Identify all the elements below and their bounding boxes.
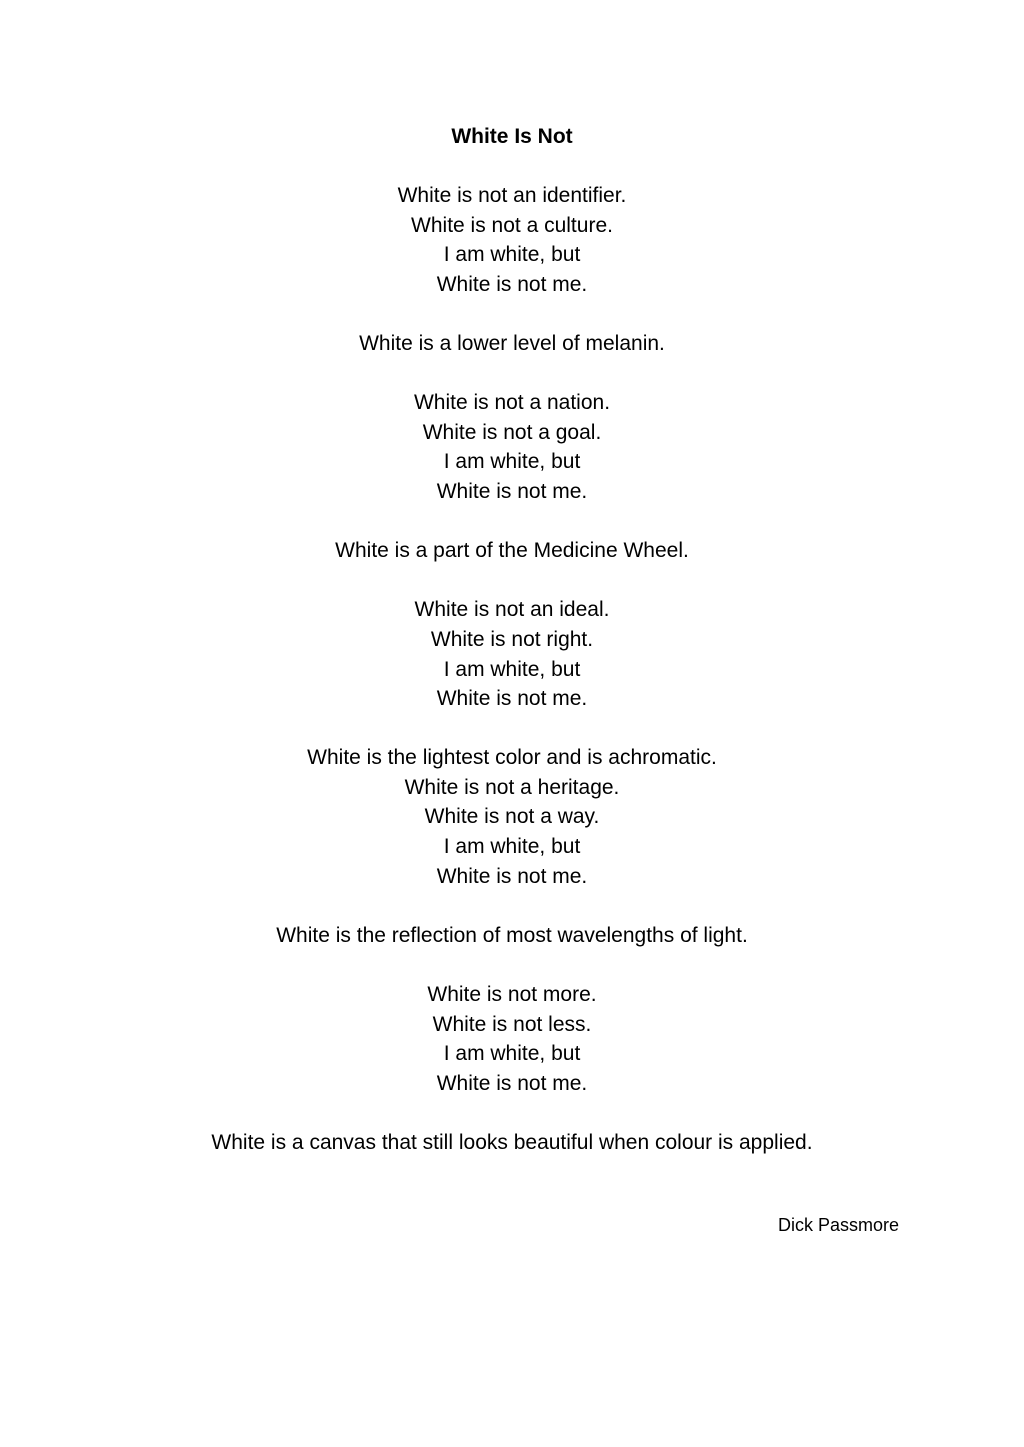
stanza xyxy=(0,921,1024,951)
poem-line: I am white, but xyxy=(443,1042,581,1066)
poem-line: White is not a nation. xyxy=(413,391,611,415)
stanza xyxy=(0,329,1024,359)
stanza xyxy=(0,743,1024,891)
poem-line: White is not me. xyxy=(436,687,588,711)
poem-line: I am white, but xyxy=(443,835,581,859)
stanza xyxy=(0,536,1024,566)
poem-line: White is a part of the Medicine Wheel. xyxy=(335,539,689,563)
stanza xyxy=(0,388,1024,506)
stanza xyxy=(0,595,1024,713)
poem-line: White is not me. xyxy=(436,864,588,888)
poem-line: I am white, but xyxy=(443,243,581,267)
poem-line: White is not a goal. xyxy=(422,420,602,444)
poem-line: White is a canvas that still looks beautiful when colour is applied. xyxy=(211,1131,813,1154)
poem-line: White is not a heritage. xyxy=(404,775,620,799)
poem-body xyxy=(0,181,1024,1187)
poem-line: White is not more. xyxy=(427,983,597,1007)
poem-line: White is not me. xyxy=(436,272,588,296)
poem-line: White is not an identifier. xyxy=(397,184,627,207)
poem-line: White is not an ideal. xyxy=(414,598,610,622)
poem-line: I am white, but xyxy=(443,657,581,681)
poem-line: I am white, but xyxy=(443,450,581,474)
stanza xyxy=(0,1128,1024,1158)
poem-line: White is not me. xyxy=(436,1071,588,1095)
poem-line: White is not right. xyxy=(430,627,594,651)
poem-line: White is not a way. xyxy=(424,805,600,829)
stanza xyxy=(0,980,1024,1098)
poem-line: White is not me. xyxy=(436,479,588,503)
poem-line: White is not less. xyxy=(432,1012,592,1036)
poem-title: White Is Not xyxy=(451,125,573,148)
poem-line: White is a lower level of melanin. xyxy=(359,331,665,355)
author-name: Dick Passmore xyxy=(777,1215,899,1235)
poem-line: White is not a culture. xyxy=(411,213,613,237)
stanza xyxy=(0,181,1024,299)
poem-line: White is the reflection of most wavelengths of light. xyxy=(276,923,748,947)
poem-line: White is the lightest color and is achromatic. xyxy=(307,746,717,770)
